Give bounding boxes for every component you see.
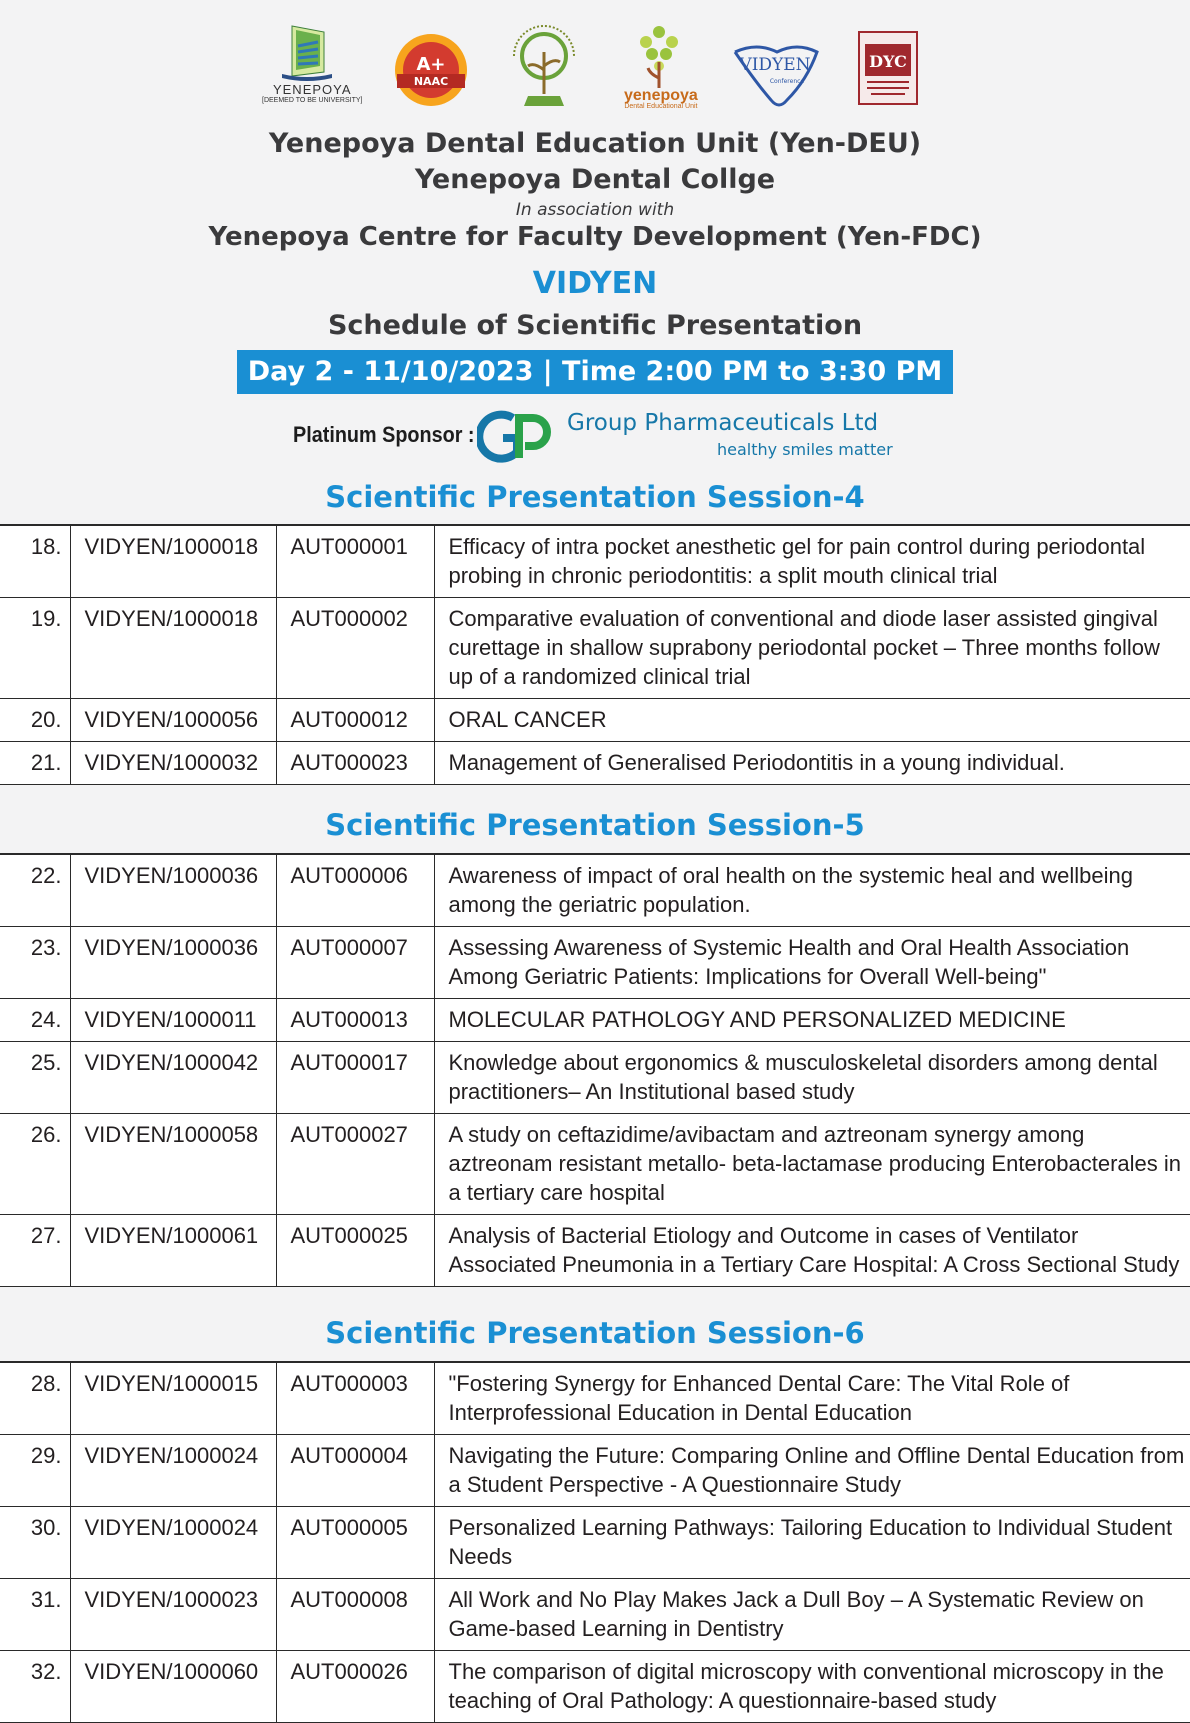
deu-logo-caption: Dental Educational Unit: [624, 103, 698, 110]
table-row: [0, 1114, 1190, 1215]
abstract-id: AUT000001: [276, 525, 434, 598]
registration-id: VIDYEN/1000018: [70, 525, 276, 598]
sponsor-label: Platinum Sponsor :: [293, 422, 475, 447]
abstract-id: AUT000006: [276, 854, 434, 927]
registration-id: VIDYEN/1000042: [70, 1042, 276, 1114]
yen-deu-logo: [624, 22, 698, 112]
table-row: [0, 1435, 1190, 1507]
row-number: 30.: [0, 1507, 70, 1579]
row-number: 29.: [0, 1435, 70, 1507]
presentation-title: Assessing Awareness of Systemic Health and Oral Health Association Among Geriatric Patients: Implications for Overall Well-being": [434, 927, 1190, 999]
row-number: 22.: [0, 854, 70, 927]
table-row: [0, 742, 1190, 785]
registration-id: VIDYEN/1000011: [70, 999, 276, 1042]
vidyen-logo-name: VIDYEN: [739, 55, 811, 75]
naac-grade: A+: [416, 54, 446, 75]
session-6-table: [0, 1361, 1190, 1723]
presentation-title: ORAL CANCER: [434, 699, 1190, 742]
presentation-title: Awareness of impact of oral health on the systemic heal and wellbeing among the geriatric population.: [434, 854, 1190, 927]
registration-id: VIDYEN/1000060: [70, 1651, 276, 1723]
registration-id: VIDYEN/1000015: [70, 1362, 276, 1435]
abstract-id: AUT000003: [276, 1362, 434, 1435]
registration-id: VIDYEN/1000058: [70, 1114, 276, 1215]
presentation-title: Personalized Learning Pathways: Tailoring Education to Individual Student Needs: [434, 1507, 1190, 1579]
abstract-id: AUT000007: [276, 927, 434, 999]
row-number: 21.: [0, 742, 70, 785]
yenepoya-logo-caption: [DEEMED TO BE UNIVERSITY]: [262, 97, 363, 104]
session-5-title: Scientific Presentation Session-5: [325, 808, 865, 842]
registration-id: VIDYEN/1000061: [70, 1215, 276, 1287]
table-row: [0, 1042, 1190, 1114]
yenepoya-logo-name: YENEPOYA: [272, 82, 352, 97]
session-6-title: Scientific Presentation Session-6: [325, 1316, 865, 1350]
sponsor-name: Group Pharmaceuticals Ltd: [567, 410, 879, 436]
abstract-id: AUT000005: [276, 1507, 434, 1579]
row-number: 26.: [0, 1114, 70, 1215]
row-number: 32.: [0, 1651, 70, 1723]
row-number: 28.: [0, 1362, 70, 1435]
schedule-subtitle: Schedule of Scientific Presentation: [327, 310, 863, 341]
table-row: [0, 1651, 1190, 1723]
college-title: Yenepoya Dental Collge: [414, 164, 776, 195]
presentation-title: The comparison of digital microscopy with conventional microscopy in the teaching of Oral Pathology: A questionnaire-based study: [434, 1651, 1190, 1723]
registration-id: VIDYEN/1000056: [70, 699, 276, 742]
abstract-id: AUT000008: [276, 1579, 434, 1651]
session-4-table: [0, 524, 1190, 785]
registration-id: VIDYEN/1000024: [70, 1507, 276, 1579]
row-number: 19.: [0, 598, 70, 699]
yenepoya-university-logo: [262, 22, 363, 106]
table-row: [0, 1579, 1190, 1651]
presentation-title: A study on ceftazidime/avibactam and aztreonam synergy among aztreonam resistant metallo- beta-lactamase producing Enterobacterales in a tertiary care hospital: [434, 1114, 1190, 1215]
abstract-id: AUT000027: [276, 1114, 434, 1215]
ydc-mark: DYC: [869, 52, 907, 71]
row-number: 23.: [0, 927, 70, 999]
unit-title: Yenepoya Dental Education Unit (Yen-DEU): [268, 128, 922, 159]
abstract-id: AUT000012: [276, 699, 434, 742]
abstract-id: AUT000023: [276, 742, 434, 785]
yen-fdc-logo: [504, 22, 584, 114]
presentation-title: MOLECULAR PATHOLOGY AND PERSONALIZED MEDICINE: [434, 999, 1190, 1042]
registration-id: VIDYEN/1000018: [70, 598, 276, 699]
abstract-id: AUT000002: [276, 598, 434, 699]
vidyen-logo: [727, 40, 823, 112]
abstract-id: AUT000004: [276, 1435, 434, 1507]
date-time-banner: Day 2 - 11/10/2023 | Time 2:00 PM to 3:30 PM: [237, 350, 953, 394]
session-4-title: Scientific Presentation Session-4: [325, 480, 865, 514]
row-number: 31.: [0, 1579, 70, 1651]
registration-id: VIDYEN/1000036: [70, 854, 276, 927]
presentation-title: Management of Generalised Periodontitis in a young individual.: [434, 742, 1190, 785]
registration-id: VIDYEN/1000024: [70, 1435, 276, 1507]
table-row: [0, 927, 1190, 999]
table-row: [0, 525, 1190, 598]
table-row: [0, 999, 1190, 1042]
centre-title: Yenepoya Centre for Faculty Development (Yen-FDC): [208, 222, 982, 252]
session-5-table: [0, 853, 1190, 1287]
presentation-title: Efficacy of intra pocket anesthetic gel for pain control during periodontal probing in chronic periodontitis: a split mouth clinical trial: [434, 525, 1190, 598]
table-row: [0, 854, 1190, 927]
table-row: [0, 699, 1190, 742]
naac-badge: [393, 32, 469, 108]
table-row: [0, 598, 1190, 699]
row-number: 25.: [0, 1042, 70, 1114]
sponsor-tagline: healthy smiles matter: [717, 440, 893, 459]
presentation-title: Comparative evaluation of conventional and diode laser assisted gingival curettage in shallow suprabony periodontal pocket – Three months follow up of a randomized clinical trial: [434, 598, 1190, 699]
event-name: VIDYEN: [532, 266, 658, 301]
deu-logo-name: yenepoya: [624, 87, 698, 104]
abstract-id: AUT000013: [276, 999, 434, 1042]
yenepoya-dental-college-crest: [857, 30, 919, 106]
registration-id: VIDYEN/1000023: [70, 1579, 276, 1651]
row-number: 24.: [0, 999, 70, 1042]
presentation-title: "Fostering Synergy for Enhanced Dental Care: The Vital Role of Interprofessional Education in Dental Education: [434, 1362, 1190, 1435]
naac-label: NAAC: [413, 75, 449, 88]
presentation-title: All Work and No Play Makes Jack a Dull Boy – A Systematic Review on Game-based Learning in Dentistry: [434, 1579, 1190, 1651]
row-number: 20.: [0, 699, 70, 742]
table-row: [0, 1215, 1190, 1287]
abstract-id: AUT000026: [276, 1651, 434, 1723]
table-row: [0, 1362, 1190, 1435]
abstract-id: AUT000025: [276, 1215, 434, 1287]
vidyen-logo-caption: Conference: [769, 78, 805, 85]
presentation-title: Knowledge about ergonomics & musculoskeletal disorders among dental practitioners– An Institutional based study: [434, 1042, 1190, 1114]
row-number: 27.: [0, 1215, 70, 1287]
row-number: 18.: [0, 525, 70, 598]
registration-id: VIDYEN/1000032: [70, 742, 276, 785]
abstract-id: AUT000017: [276, 1042, 434, 1114]
logo-strip: [0, 22, 1190, 114]
table-row: [0, 1507, 1190, 1579]
association-text: In association with: [515, 200, 675, 220]
registration-id: VIDYEN/1000036: [70, 927, 276, 999]
group-pharma-logo-icon: [477, 408, 555, 471]
presentation-title: Analysis of Bacterial Etiology and Outcome in cases of Ventilator Associated Pneumonia in a Tertiary Care Hospital: A Cross Sectional Study: [434, 1215, 1190, 1287]
presentation-title: Navigating the Future: Comparing Online and Offline Dental Education from a Student Perspective - A Questionnaire Study: [434, 1435, 1190, 1507]
